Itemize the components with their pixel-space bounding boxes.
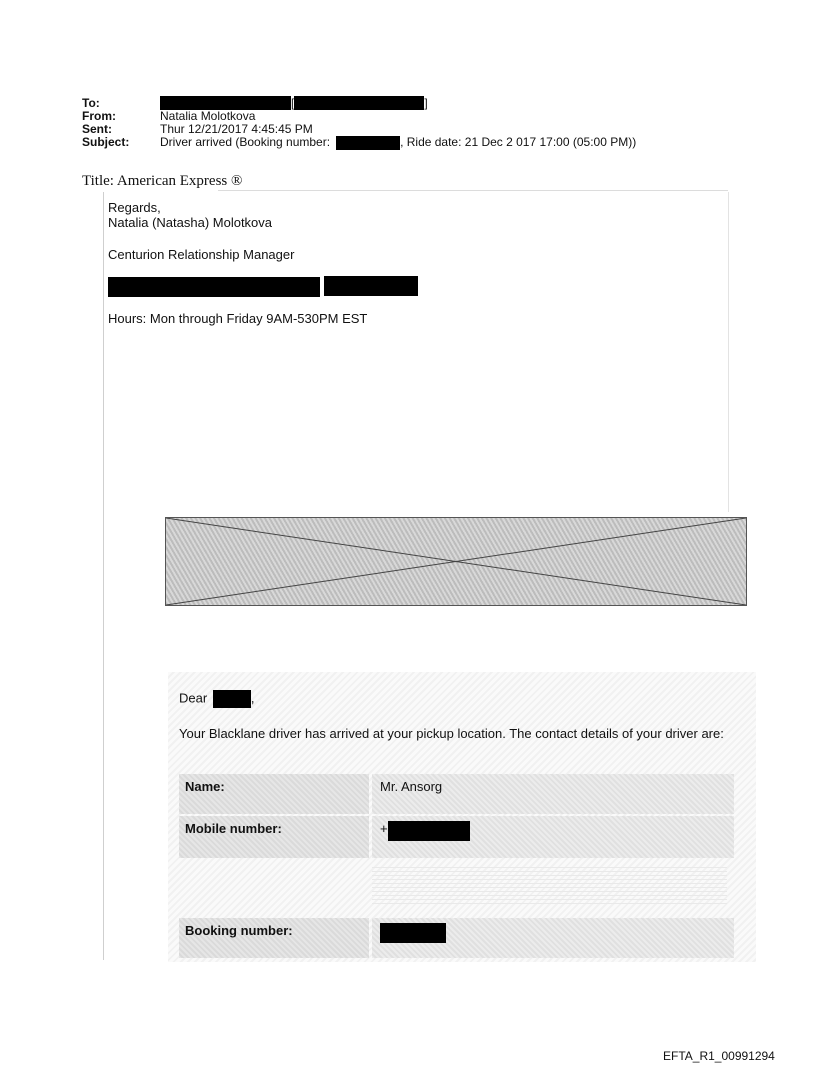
redaction-block bbox=[160, 96, 291, 110]
broken-image-placeholder bbox=[165, 517, 747, 606]
redaction-block bbox=[213, 690, 251, 708]
booking-label: Booking number: bbox=[179, 918, 369, 958]
arrival-message: Your Blacklane driver has arrived at your pickup location. The contact details of your driver are: bbox=[179, 726, 724, 741]
greeting bbox=[179, 690, 254, 708]
quote-frame-left bbox=[103, 192, 104, 960]
detail-row-booking bbox=[179, 918, 734, 958]
signature-regards: Regards, bbox=[108, 200, 161, 215]
from-value: Natalia Molotkova bbox=[160, 109, 256, 123]
mobile-value bbox=[372, 816, 734, 858]
redaction-block bbox=[336, 136, 400, 150]
email-header bbox=[82, 96, 636, 150]
placeholder-cross-icon bbox=[166, 518, 746, 605]
document-id: EFTA_R1_00991294 bbox=[663, 1049, 775, 1063]
mobile-prefix: + bbox=[380, 821, 388, 836]
subject-row bbox=[82, 136, 636, 150]
signature-block bbox=[108, 200, 418, 326]
signature-name: Natalia (Natasha) Molotkova bbox=[108, 215, 273, 230]
name-value: Mr. Ansorg bbox=[372, 774, 734, 814]
greeting-comma: , bbox=[250, 690, 255, 706]
document-title: Title: American Express ® bbox=[82, 173, 243, 189]
sent-label: Sent: bbox=[82, 122, 112, 136]
redaction-block bbox=[388, 821, 470, 841]
name-label: Name: bbox=[179, 774, 369, 814]
greeting-dear: Dear bbox=[179, 690, 208, 706]
to-row bbox=[82, 96, 636, 110]
title-divider bbox=[218, 190, 728, 191]
detail-row-name bbox=[179, 774, 734, 814]
booking-value bbox=[372, 918, 734, 958]
redaction-block bbox=[294, 96, 424, 110]
subject-suffix: , Ride date: 21 Dec 2 017 17:00 (05:00 PM)) bbox=[400, 135, 637, 149]
sent-value: Thur 12/21/2017 4:45:45 PM bbox=[160, 122, 313, 136]
detail-row-mobile bbox=[179, 816, 734, 858]
subject-prefix: Driver arrived (Booking number: bbox=[160, 135, 331, 149]
quote-frame-right bbox=[728, 192, 729, 512]
subject-label: Subject: bbox=[82, 135, 130, 149]
redaction-block bbox=[108, 277, 320, 297]
mobile-label: Mobile number: bbox=[179, 816, 369, 858]
redaction-block bbox=[324, 276, 418, 296]
blank-detail-area bbox=[372, 866, 727, 904]
from-label: From: bbox=[82, 109, 116, 123]
to-bracket-open: [ bbox=[291, 96, 295, 110]
signature-role: Centurion Relationship Manager bbox=[108, 247, 295, 262]
to-label: To: bbox=[82, 96, 100, 110]
redaction-block bbox=[380, 923, 446, 943]
signature-hours: Hours: Mon through Friday 9AM-530PM EST bbox=[108, 311, 368, 326]
to-bracket-close: ] bbox=[424, 96, 428, 110]
